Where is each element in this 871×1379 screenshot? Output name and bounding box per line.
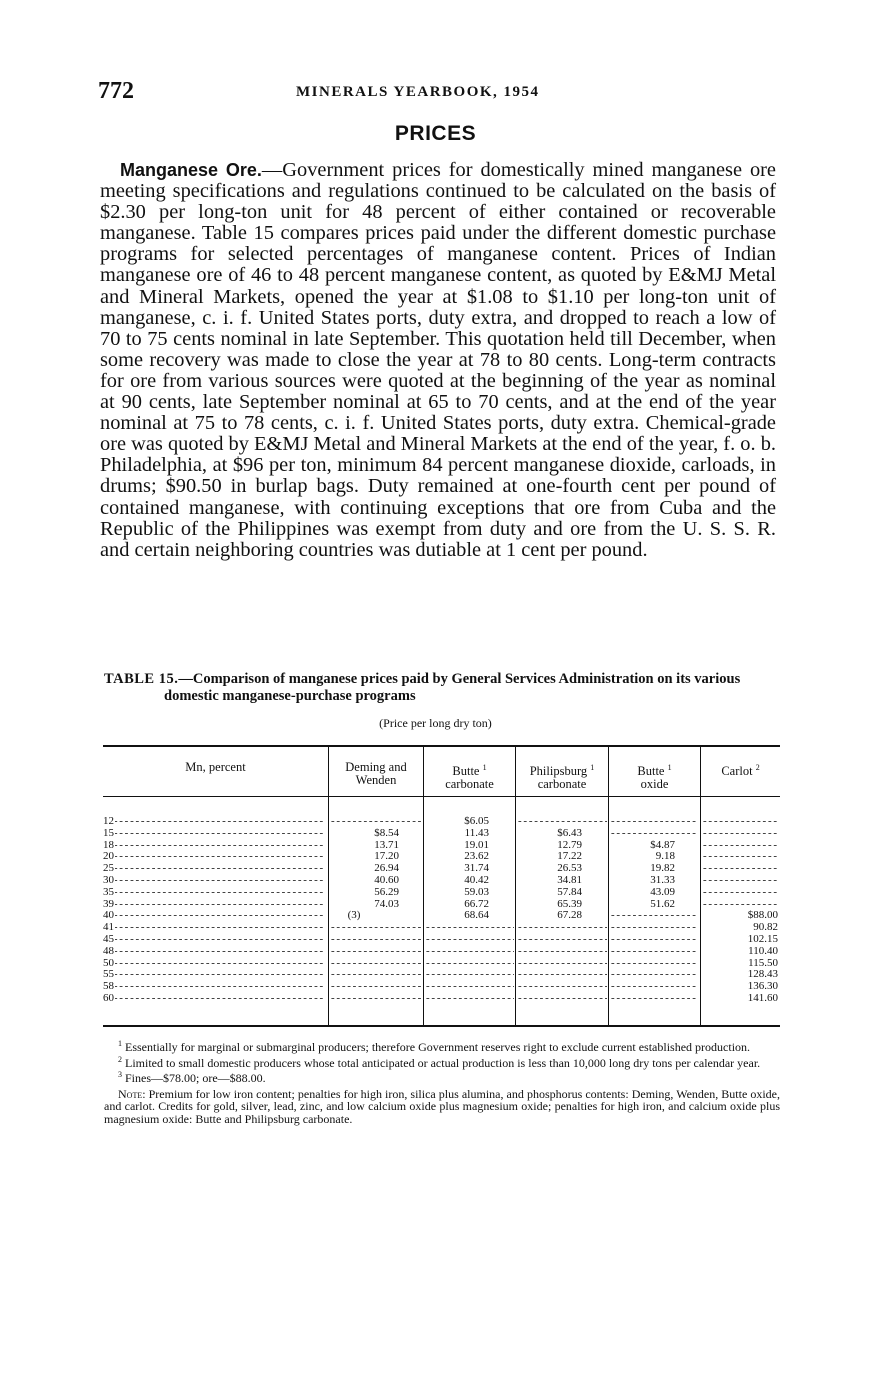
footnotes <box>104 1038 780 1125</box>
mn-percent-value: 48 <box>103 945 114 957</box>
mn-percent-cell <box>103 969 325 981</box>
empty-cell-leader <box>611 946 698 958</box>
empty-cell-leader <box>518 993 607 1005</box>
empty-cell-leader <box>426 993 514 1005</box>
empty-cell-leader <box>518 969 607 981</box>
mn-percent-value: 12 <box>103 816 114 827</box>
empty-cell-leader <box>703 816 778 828</box>
column-header-line: Deming and <box>345 760 407 774</box>
empty-cell-leader <box>331 958 421 970</box>
empty-cell-leader <box>426 981 514 993</box>
price-cell-butte-c: 68.64 <box>464 910 489 922</box>
empty-cell-leader <box>426 946 514 958</box>
mn-percent-cell <box>103 934 325 946</box>
price-cell-deming: $8.54 <box>374 827 399 839</box>
price-cell-butte-o: $4.87 <box>650 839 675 851</box>
column-header-line: Wenden <box>355 773 397 787</box>
empty-cell-leader <box>426 958 514 970</box>
price-cell-philipsburg: 34.81 <box>557 875 582 886</box>
mn-percent-cell <box>103 899 325 911</box>
column-header-philipsburg-carbonate <box>516 761 608 791</box>
column-header-butte-carbonate <box>424 761 515 791</box>
table-top-rule <box>103 745 780 747</box>
empty-cell-leader <box>703 887 778 899</box>
footnote-ref: 2 <box>755 763 760 772</box>
mn-percent-value: 39 <box>103 898 114 910</box>
empty-cell-leader <box>331 969 421 981</box>
empty-cell-leader <box>331 922 421 934</box>
column-header-carlot <box>701 761 780 778</box>
footnote-ref: 1 <box>482 763 487 772</box>
mn-percent-value: 20 <box>103 851 114 863</box>
price-cell-deming: 56.29 <box>374 886 399 898</box>
empty-cell-leader <box>518 922 607 934</box>
mn-percent-cell <box>103 910 325 922</box>
table-row <box>103 875 780 887</box>
price-cell-butte-c: 59.03 <box>464 886 489 898</box>
price-cell-butte-o: 43.09 <box>650 886 675 898</box>
column-header-mn: Mn, percent <box>185 760 246 774</box>
empty-cell-leader <box>426 934 514 946</box>
table-subcaption: (Price per long dry ton) <box>379 716 492 730</box>
mn-percent-cell <box>103 922 325 934</box>
paragraph-text: —Government prices for domestically mined manganese ore meeting specifications and regulations continued to be calculated on the basis of $2.30 per long-ton unit for 48 percent of either contained or recoverable manganese. Table 15 compares prices paid under the different domestic purchase programs for selected percentages of manganese content. Prices of Indian manganese ore of 46 to 48 percent manganese content, as quoted by E&MJ Metal and Mineral Markets, opened the year at $1.08 to $1.10 per long-ton unit of manganese, c. i. f. United States ports, duty extra, and dropped to reach a low of 70 to 75 cents nominal in late September. This quotation held till December, when some recovery was made to close the year at 78 to 80 cents. Long-term contracts for ore from various sources were quoted at the beginning of the year as nominal at 90 cents, late September nominal at 65 to 70 cents, and at the end of the year nominal at 75 to 78 cents, c. i. f. United States ports, duty extra. Chemical-grade ore was quoted by E&MJ Metal and Mineral Markets at the end of the year, f. o. b. Philadelphia, at $96 per ton, minimum 84 percent manganese dioxide, carloads, in drums; $90.50 in burlap bags. Duty remained at one-fourth cent per pound of contained manganese, with continuing exceptions that ore from Cuba and the Republic of the Philippines was exempt from duty and ore from the U. S. S. R. and certain neighboring countries was dutiable at 1 cent per pound. <box>100 159 776 561</box>
table-label: TABLE 15. <box>104 671 179 687</box>
empty-cell-leader <box>611 828 698 840</box>
price-cell-deming: 26.94 <box>374 863 399 875</box>
mn-percent-cell <box>103 887 325 899</box>
mn-percent-cell <box>103 851 325 863</box>
price-cell-deming: (3) <box>347 910 361 922</box>
empty-cell-leader <box>518 934 607 946</box>
mn-percent-cell <box>103 875 325 887</box>
price-cell-deming: 40.60 <box>374 875 399 886</box>
column-header-line <box>424 761 515 778</box>
mn-percent-value: 55 <box>103 969 114 981</box>
mn-percent-cell <box>103 828 325 840</box>
column-header-line <box>516 761 608 778</box>
mn-percent-cell <box>103 993 325 1005</box>
table-caption-text: —Comparison of manganese prices paid by General Services Administration on its various domestic manganese-purchase programs <box>164 671 741 704</box>
price-cell-butte-c: 66.72 <box>464 898 489 910</box>
empty-cell-leader <box>611 958 698 970</box>
mn-percent-value: 15 <box>103 827 114 839</box>
table-note <box>104 1088 780 1126</box>
table-row <box>103 863 780 875</box>
price-cell-butte-o: 9.18 <box>655 851 675 863</box>
mn-percent-cell <box>103 863 325 875</box>
footnote-2 <box>104 1054 780 1070</box>
mn-percent-value: 40 <box>103 910 114 922</box>
empty-cell-leader <box>703 875 778 887</box>
column-header-line <box>609 761 700 778</box>
footnote-ref: 1 <box>667 763 672 772</box>
footnote-mark: 1 <box>118 1039 122 1048</box>
table-row <box>103 958 780 970</box>
price-cell-butte-o: 51.62 <box>650 898 675 910</box>
table-row <box>103 816 780 828</box>
empty-cell-leader <box>703 863 778 875</box>
note-text: Premium for low iron content; penalties for high iron, silica plus alumina, and phosphorus contents: Deming, Wenden, Butte oxide, and carlot. Credits for gold, silver, lead, zinc, and low calcium oxide plus magnesium oxide; penalties for high iron, and calcium oxide plus magnesium oxide: Butte and Philipsburg carbonate. <box>104 1086 781 1126</box>
empty-cell-leader <box>518 958 607 970</box>
price-cell-butte-c: 40.42 <box>464 875 489 886</box>
table-row <box>103 922 780 934</box>
mn-percent-value: 25 <box>103 863 114 875</box>
mn-percent-value: 58 <box>103 981 114 993</box>
table-row <box>103 851 780 863</box>
note-label: Note: <box>118 1086 146 1101</box>
table-bottom-rule <box>103 1025 780 1027</box>
footnote-ref: 1 <box>590 763 595 772</box>
price-table <box>103 745 780 1027</box>
empty-cell-leader <box>331 981 421 993</box>
column-header-line: carbonate <box>445 777 494 792</box>
empty-cell-leader <box>703 899 778 911</box>
table-row <box>103 993 780 1005</box>
table-header-rule <box>103 796 780 797</box>
empty-cell-leader <box>331 816 421 828</box>
footnote-mark: 2 <box>118 1054 122 1064</box>
table-row <box>103 946 780 958</box>
column-header-text: Butte <box>452 764 480 779</box>
empty-cell-leader <box>331 934 421 946</box>
column-header-line: carbonate <box>537 777 587 792</box>
table-row <box>103 840 780 852</box>
price-cell-deming: 13.71 <box>374 839 399 851</box>
empty-cell-leader <box>518 981 607 993</box>
mn-percent-cell <box>103 981 325 993</box>
price-cell-philipsburg: 12.79 <box>557 839 582 851</box>
empty-cell-leader <box>703 851 778 863</box>
page-number: 772 <box>98 78 134 104</box>
empty-cell-leader <box>611 934 698 946</box>
price-cell-philipsburg: 26.53 <box>557 863 582 875</box>
footnote-text: Essentially for marginal or submarginal producers; therefore Government reserves right to exclude current established production. <box>125 1040 751 1054</box>
mn-percent-value: 35 <box>103 886 114 898</box>
empty-cell-leader <box>611 981 698 993</box>
footnote-3 <box>104 1069 780 1085</box>
footnote-text: Limited to small domestic producers whose total anticipated or actual production is less than 10,000 long dry tons per calendar year. <box>125 1055 761 1070</box>
column-header-line: oxide <box>640 777 669 792</box>
mn-percent-cell <box>103 946 325 958</box>
running-head: MINERALS YEARBOOK, 1954 <box>296 84 540 100</box>
table-row <box>103 899 780 911</box>
empty-cell-leader <box>611 910 698 922</box>
empty-cell-leader <box>518 816 607 828</box>
price-cell-butte-c: 31.74 <box>464 863 489 875</box>
paragraph-lead: Manganese Ore. <box>120 160 262 180</box>
table-caption <box>104 671 780 705</box>
price-cell-carlot: 90.82 <box>753 922 778 934</box>
footnote-text: Fines—$78.00; ore—$88.00. <box>125 1071 266 1085</box>
empty-cell-leader <box>611 993 698 1005</box>
price-cell-carlot: 115.50 <box>748 957 778 969</box>
price-cell-philipsburg: 67.28 <box>557 910 582 922</box>
table-row <box>103 981 780 993</box>
price-cell-philipsburg: 65.39 <box>557 898 582 910</box>
empty-cell-leader <box>331 993 421 1005</box>
mn-percent-value: 50 <box>103 957 114 969</box>
body-paragraph <box>100 160 776 561</box>
price-cell-philipsburg: 57.84 <box>557 886 582 898</box>
price-cell-carlot: 141.60 <box>747 993 778 1004</box>
price-cell-philipsburg: 17.22 <box>557 851 582 863</box>
price-cell-deming: 74.03 <box>374 898 399 910</box>
table-row <box>103 828 780 840</box>
price-cell-carlot: $88.00 <box>747 910 778 922</box>
price-cell-butte-o: 31.33 <box>650 875 675 886</box>
column-header-text: Butte <box>637 764 665 779</box>
empty-cell-leader <box>426 922 514 934</box>
footnote-mark: 3 <box>118 1070 122 1079</box>
empty-cell-leader <box>611 969 698 981</box>
empty-cell-leader <box>611 816 698 828</box>
table-row <box>103 910 780 922</box>
column-header-text: Philipsburg <box>529 764 588 779</box>
mn-percent-value: 41 <box>103 922 114 934</box>
price-cell-butte-c: 23.62 <box>464 851 489 863</box>
mn-percent-value: 18 <box>103 839 114 851</box>
empty-cell-leader <box>703 840 778 852</box>
table-row <box>103 934 780 946</box>
section-title: PRICES <box>394 122 477 145</box>
column-header-deming-wenden <box>329 761 423 787</box>
price-cell-butte-c: 11.43 <box>464 827 489 839</box>
table-row <box>103 969 780 981</box>
empty-cell-leader <box>703 828 778 840</box>
empty-cell-leader <box>611 922 698 934</box>
column-header-text: Carlot <box>721 764 753 779</box>
mn-percent-value: 45 <box>103 934 114 945</box>
price-cell-carlot: 136.30 <box>747 981 778 993</box>
price-cell-carlot: 128.43 <box>747 969 778 981</box>
price-cell-carlot: 110.40 <box>748 945 778 957</box>
mn-percent-cell <box>103 840 325 852</box>
empty-cell-leader <box>426 969 514 981</box>
empty-cell-leader <box>518 946 607 958</box>
price-cell-philipsburg: $6.43 <box>557 827 582 839</box>
column-header-butte-oxide <box>609 761 700 791</box>
price-cell-butte-c: 19.01 <box>464 839 489 851</box>
price-cell-butte-c: $6.05 <box>464 816 489 827</box>
table-row <box>103 887 780 899</box>
price-cell-deming: 17.20 <box>374 851 399 863</box>
footnote-1 <box>104 1038 780 1054</box>
mn-percent-value: 30 <box>103 875 114 886</box>
empty-cell-leader <box>331 946 421 958</box>
mn-percent-cell <box>103 958 325 970</box>
mn-percent-value: 60 <box>103 993 114 1004</box>
price-cell-butte-o: 19.82 <box>650 863 675 875</box>
price-cell-carlot: 102.15 <box>747 934 778 945</box>
mn-percent-cell <box>103 816 325 828</box>
